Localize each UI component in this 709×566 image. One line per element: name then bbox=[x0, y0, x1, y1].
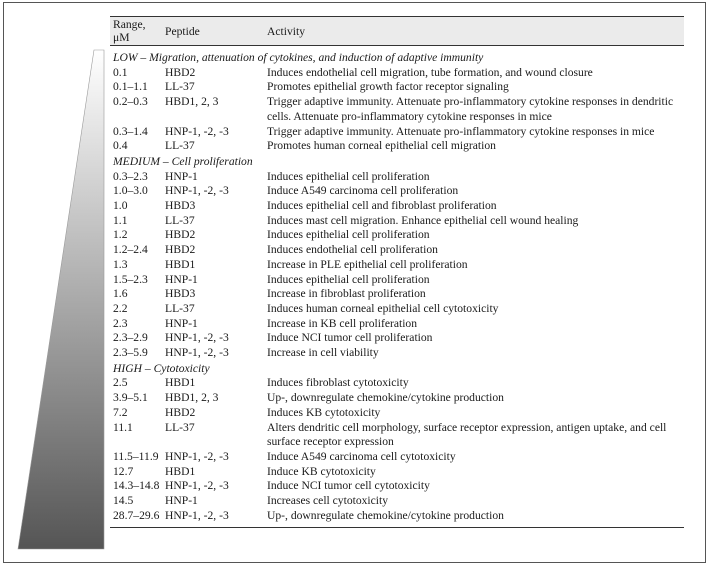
peptide-cell: HBD1 bbox=[165, 257, 196, 271]
table-row bbox=[110, 391, 684, 406]
range-cell: 11.5–11.9 bbox=[113, 449, 159, 463]
table-row bbox=[110, 228, 684, 243]
table-row bbox=[110, 406, 684, 421]
activity-cell: Up-, downregulate chemokine/cytokine production bbox=[267, 391, 504, 405]
peptide-cell: HNP-1 bbox=[165, 169, 198, 183]
range-cell: 7.2 bbox=[113, 405, 128, 419]
peptide-cell: HBD1 bbox=[165, 376, 196, 390]
activity-cell: Trigger adaptive immunity. Attenuate pro-inflammatory cytokine responses in mice bbox=[267, 124, 655, 138]
peptide-activity-table bbox=[110, 16, 684, 528]
range-cell: 2.3 bbox=[113, 316, 128, 330]
peptide-cell: HNP-1, -2, -3 bbox=[165, 479, 229, 493]
range-cell: 1.5–2.3 bbox=[113, 272, 148, 286]
peptide-cell: LL-37 bbox=[165, 139, 195, 153]
activity-header: Activity bbox=[264, 17, 684, 46]
table-row bbox=[110, 214, 684, 229]
peptide-cell: HNP-1 bbox=[165, 316, 198, 330]
range-cell: 0.1–1.1 bbox=[113, 80, 148, 94]
section-title: MEDIUM – Cell proliferation bbox=[113, 154, 253, 168]
activity-cell: Induce NCI tumor cell proliferation bbox=[267, 331, 433, 345]
section-title: HIGH – Cytotoxicity bbox=[113, 361, 210, 375]
table-row bbox=[110, 450, 684, 465]
activity-cell: Induces mast cell migration. Enhance epithelial cell wound healing bbox=[267, 213, 579, 227]
range-cell: 0.2–0.3 bbox=[113, 95, 148, 109]
range-cell: 1.2–2.4 bbox=[113, 243, 148, 257]
table-row bbox=[110, 273, 684, 288]
range-cell: 0.4 bbox=[113, 139, 128, 153]
peptide-cell: HNP-1 bbox=[165, 272, 198, 286]
activity-cell: Increase in PLE epithelial cell proliferation bbox=[267, 257, 468, 271]
range-header: Range, μM bbox=[110, 17, 162, 46]
table-row bbox=[110, 170, 684, 185]
section-row bbox=[110, 46, 684, 66]
activity-cell: Alters dendritic cell morphology, surface receptor expression, antigen uptake, and cell surface receptor expression bbox=[267, 420, 667, 449]
activity-cell: Increase in cell viability bbox=[267, 346, 379, 360]
table-row bbox=[110, 479, 684, 494]
section-row bbox=[110, 361, 684, 377]
range-cell: 1.0–3.0 bbox=[113, 184, 148, 198]
activity-cell: Induce A549 carcinoma cell proliferation bbox=[267, 184, 459, 198]
peptide-cell: HNP-1, -2, -3 bbox=[165, 331, 229, 345]
section-title: LOW – Migration, attenuation of cytokines, and induction of adaptive immunity bbox=[113, 51, 484, 64]
peptide-cell: HNP-1, -2, -3 bbox=[165, 184, 229, 198]
table-row bbox=[110, 258, 684, 273]
range-cell: 0.3–1.4 bbox=[113, 124, 148, 138]
range-cell: 3.9–5.1 bbox=[113, 391, 148, 405]
table-row bbox=[110, 95, 684, 124]
range-cell: 11.1 bbox=[113, 420, 133, 434]
peptide-cell: HBD3 bbox=[165, 199, 196, 213]
peptide-cell: HBD2 bbox=[165, 228, 196, 242]
activity-cell: Up-, downregulate chemokine/cytokine production bbox=[264, 509, 684, 527]
peptide-cell: HBD1, 2, 3 bbox=[165, 95, 219, 109]
activity-cell: Induces endothelial cell migration, tube formation, and wound closure bbox=[267, 65, 593, 79]
concentration-gradient-wedge bbox=[0, 0, 110, 566]
activity-cell: Increase in KB cell proliferation bbox=[267, 316, 418, 330]
table-row bbox=[110, 376, 684, 391]
table-row bbox=[110, 80, 684, 95]
activity-cell: Increases cell cytotoxicity bbox=[267, 494, 389, 508]
table-row bbox=[110, 331, 684, 346]
table-row bbox=[110, 509, 684, 527]
table-row bbox=[110, 465, 684, 480]
range-cell: 1.3 bbox=[113, 257, 128, 271]
range-cell: 1.0 bbox=[113, 199, 128, 213]
peptide-cell: HBD2 bbox=[165, 405, 196, 419]
range-cell: 2.5 bbox=[113, 376, 128, 390]
peptide-cell: HBD2 bbox=[165, 243, 196, 257]
peptide-cell: HNP-1, -2, -3 bbox=[165, 124, 229, 138]
table-body bbox=[110, 46, 684, 528]
range-cell: 1.6 bbox=[113, 287, 128, 301]
activity-cell: Induces human corneal epithelial cell cytotoxicity bbox=[267, 301, 499, 315]
range-cell: 2.3–5.9 bbox=[113, 346, 148, 360]
activity-cell: Induces fibroblast cytotoxicity bbox=[267, 376, 409, 390]
activity-cell: Increase in fibroblast proliferation bbox=[267, 287, 426, 301]
activity-cell: Induces KB cytotoxicity bbox=[267, 405, 381, 419]
peptide-cell: HBD2 bbox=[165, 65, 196, 79]
activity-cell: Induces epithelial cell proliferation bbox=[267, 169, 430, 183]
activity-cell: Induces epithelial cell proliferation bbox=[267, 272, 430, 286]
activity-cell: Induce A549 carcinoma cell cytotoxicity bbox=[267, 449, 456, 463]
peptide-header: Peptide bbox=[162, 17, 264, 46]
range-cell: 2.3–2.9 bbox=[113, 331, 148, 345]
peptide-cell: LL-37 bbox=[165, 420, 195, 434]
range-cell: 12.7 bbox=[113, 464, 134, 478]
table-row bbox=[110, 199, 684, 214]
peptide-cell: LL-37 bbox=[165, 213, 195, 227]
table-row bbox=[110, 317, 684, 332]
peptide-cell: HBD1 bbox=[165, 464, 196, 478]
peptide-cell: HBD3 bbox=[165, 287, 196, 301]
section-row bbox=[110, 154, 684, 170]
activity-cell: Trigger adaptive immunity. Attenuate pro-inflammatory cytokine responses in dendritic cells. Attenuate pro-inflammatory cytokine responses in mice bbox=[267, 95, 674, 123]
activity-cell: Induces epithelial cell and fibroblast proliferation bbox=[267, 199, 497, 213]
range-cell: 28.7–29.6 bbox=[110, 509, 162, 527]
table-row bbox=[110, 125, 684, 140]
table-row bbox=[110, 243, 684, 258]
table-row bbox=[110, 494, 684, 509]
activity-cell: Induce KB cytotoxicity bbox=[267, 464, 376, 478]
peptide-cell: HNP-1, -2, -3 bbox=[165, 449, 229, 463]
table-row bbox=[110, 302, 684, 317]
table-row bbox=[110, 139, 684, 154]
peptide-cell: HNP-1, -2, -3 bbox=[165, 346, 229, 360]
activity-cell: Induces epithelial cell proliferation bbox=[267, 228, 430, 242]
range-cell: 2.2 bbox=[113, 301, 128, 315]
range-cell: 0.1 bbox=[113, 65, 128, 79]
table-row bbox=[110, 346, 684, 361]
table-row bbox=[110, 287, 684, 302]
activity-cell: Promotes epithelial growth factor receptor signaling bbox=[267, 80, 509, 94]
range-cell: 1.2 bbox=[113, 228, 128, 242]
activity-cell: Promotes human corneal epithelial cell migration bbox=[267, 139, 496, 153]
range-cell: 14.3–14.8 bbox=[113, 479, 160, 493]
range-cell: 0.3–2.3 bbox=[113, 169, 148, 183]
table-row bbox=[110, 184, 684, 199]
activity-cell: Induces endothelial cell proliferation bbox=[267, 243, 438, 257]
range-cell: 1.1 bbox=[113, 213, 128, 227]
peptide-cell: LL-37 bbox=[165, 301, 195, 315]
peptide-cell: LL-37 bbox=[165, 80, 195, 94]
peptide-cell: HBD1, 2, 3 bbox=[165, 391, 219, 405]
peptide-cell: HNP-1, -2, -3 bbox=[162, 509, 264, 527]
header-row bbox=[110, 17, 684, 46]
range-cell: 14.5 bbox=[113, 494, 134, 508]
activity-cell: Induce NCI tumor cell cytotoxicity bbox=[267, 479, 430, 493]
peptide-cell: HNP-1 bbox=[165, 494, 198, 508]
table-row bbox=[110, 421, 684, 450]
table-row bbox=[110, 66, 684, 81]
